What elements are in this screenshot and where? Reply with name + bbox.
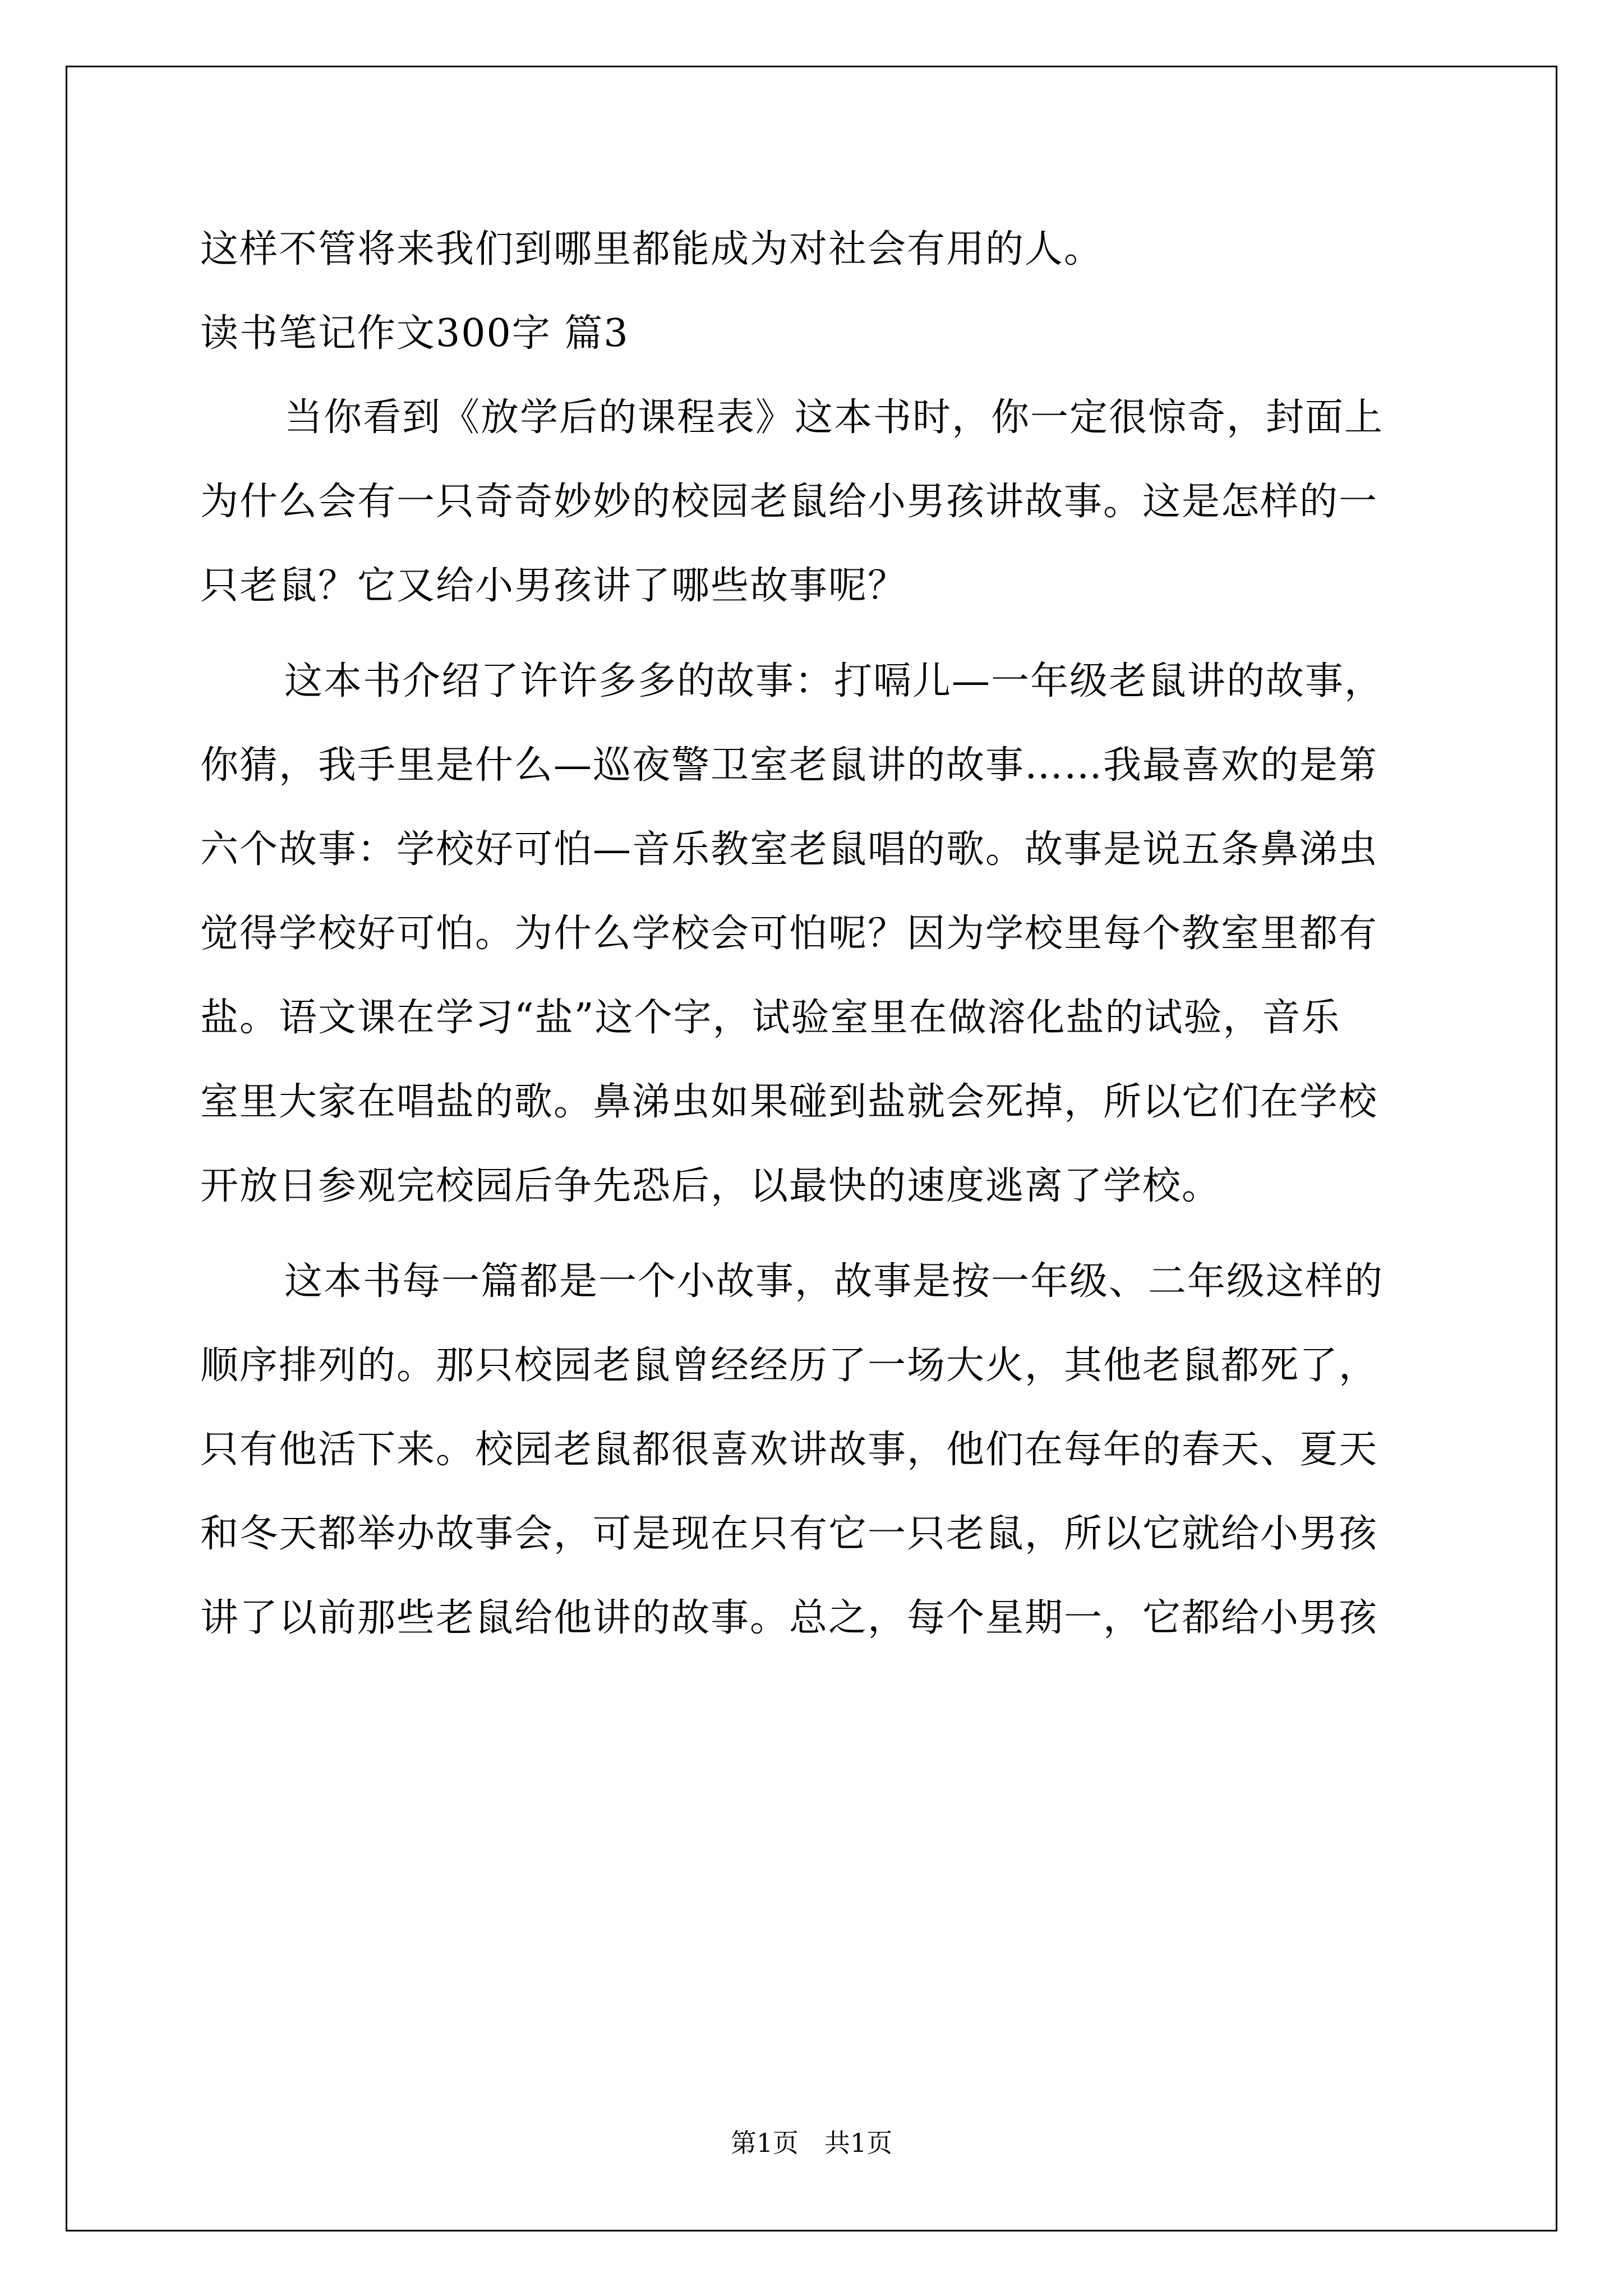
text-line: 讲了以前那些老鼠给他讲的故事。总之，每个星期一，它都给小男孩 (200, 1596, 1378, 1640)
text-line: 盐。语文课在学习“盐”这个字，试验室里在做溶化盐的试验，音乐 (200, 996, 1341, 1040)
page-footer: 第1页 共1页 (730, 2128, 893, 2158)
text-line: 开放日参观完校园后争先恐后，以最快的速度逃离了学校。 (200, 1164, 1221, 1208)
text-line: 这样不管将来我们到哪里都能成为对社会有用的人。 (200, 227, 1104, 272)
text-line: 觉得学校好可怕。为什么学校会可怕呢？因为学校里每个教室里都有 (200, 912, 1378, 956)
text-line: 只老鼠？它又给小男孩讲了哪些故事呢？ (200, 564, 907, 608)
text-line: 为什么会有一只奇奇妙妙的校园老鼠给小男孩讲故事。这是怎样的一 (200, 480, 1378, 524)
text-line: 这本书每一篇都是一个小故事，故事是按一年级、二年级这样的 (284, 1259, 1384, 1304)
section-heading: 读书笔记作文300字 篇3 (200, 311, 629, 356)
text-line: 室里大家在唱盐的歌。鼻涕虫如果碰到盐就会死掉，所以它们在学校 (200, 1080, 1378, 1124)
text-line: 这本书介绍了许许多多的故事：打嗝儿—一年级老鼠讲的故事， (284, 659, 1384, 703)
text-line: 顺序排列的。那只校园老鼠曾经经历了一场大火，其他老鼠都死了， (200, 1343, 1378, 1388)
text-line: 你猜，我手里是什么—巡夜警卫室老鼠讲的故事……我最喜欢的是第 (200, 743, 1378, 788)
text-line: 只有他活下来。校园老鼠都很喜欢讲故事，他们在每年的春天、夏天 (200, 1428, 1378, 1472)
text-line: 当你看到《放学后的课程表》这本书时，你一定很惊奇，封面上 (284, 395, 1384, 440)
text-line: 六个故事：学校好可怕—音乐教室老鼠唱的歌。故事是说五条鼻涕虫 (200, 827, 1378, 872)
document-body (200, 208, 1428, 1660)
text-line: 和冬天都举办故事会，可是现在只有它一只老鼠，所以它就给小男孩 (200, 1512, 1378, 1556)
